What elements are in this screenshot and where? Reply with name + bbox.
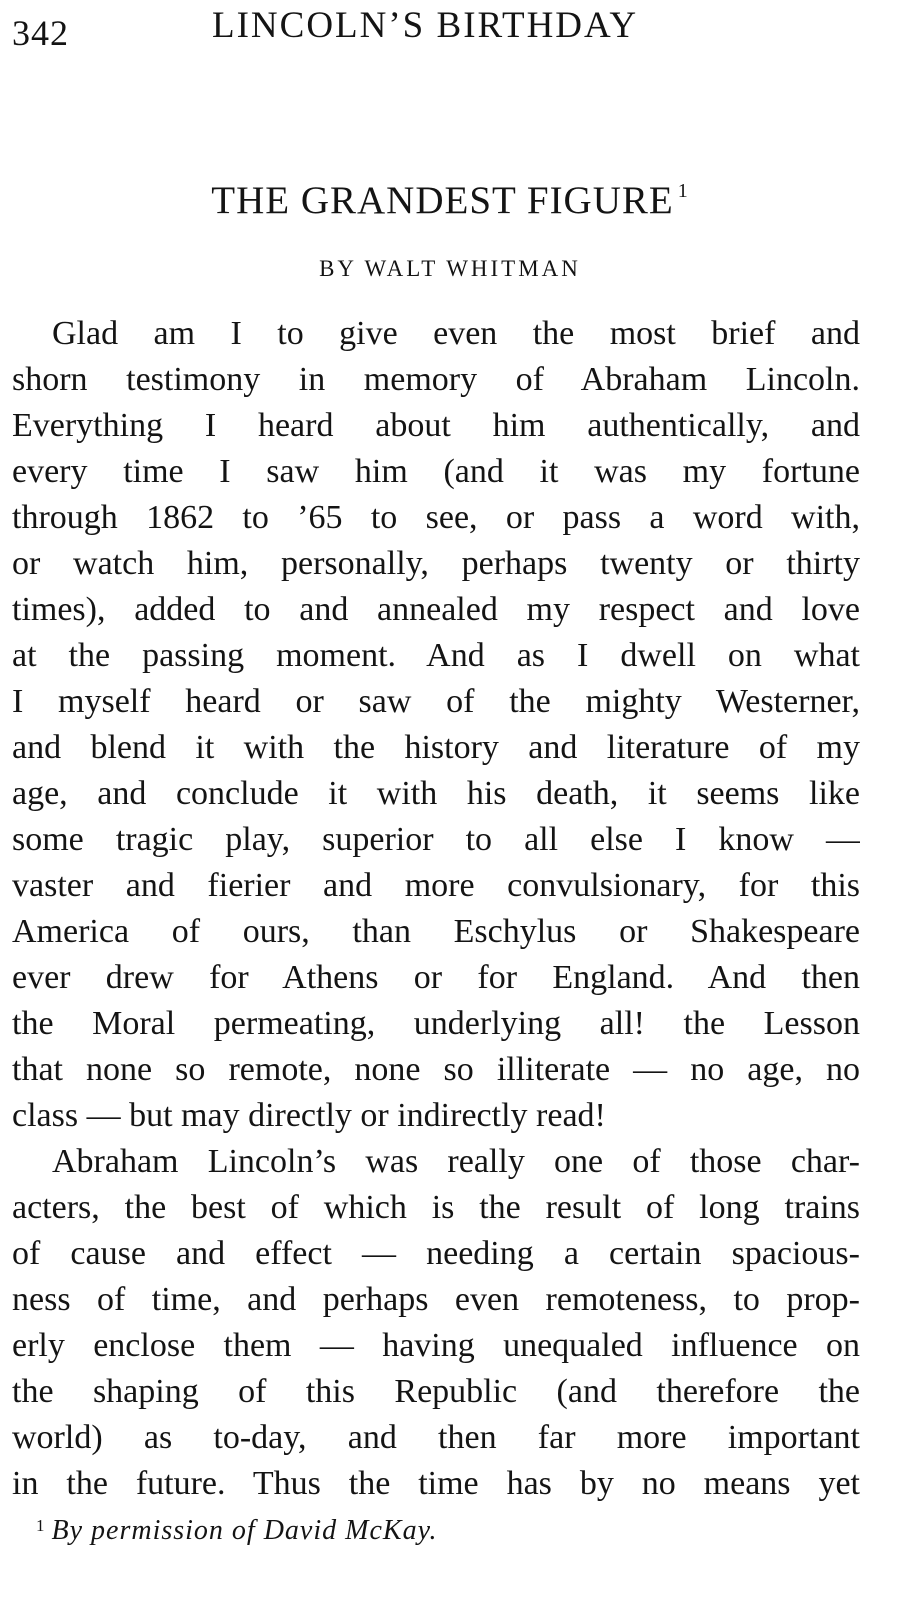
- body-text: [12, 311, 860, 1507]
- text-line: Everything I heard about him authentically, and: [12, 407, 860, 444]
- running-title: LINCOLN’S BIRTHDAY: [212, 5, 639, 46]
- text-line: that none so remote, none so illiterate — no age, no: [12, 1051, 860, 1088]
- chapter-title: [0, 178, 900, 223]
- text-line: shorn testimony in memory of Abraham Lincoln.: [12, 361, 860, 398]
- text-line: or watch him, personally, perhaps twenty or thirty: [12, 545, 860, 582]
- text-line: Abraham Lincoln’s was really one of those char-: [52, 1143, 860, 1180]
- text-line: erly enclose them — having unequaled influence on: [12, 1327, 860, 1364]
- text-line: every time I saw him (and it was my fortune: [12, 453, 860, 490]
- footnote-marker: 1: [36, 1516, 46, 1535]
- text-line: the Moral permeating, underlying all! the Lesson: [12, 1005, 860, 1042]
- text-line: Glad am I to give even the most brief and: [52, 315, 860, 352]
- paragraph: [12, 1139, 860, 1507]
- paragraph: [12, 311, 860, 1139]
- text-line: world) as to-day, and then far more important: [12, 1419, 860, 1456]
- text-line: age, and conclude it with his death, it seems like: [12, 775, 860, 812]
- text-line: and blend it with the history and literature of my: [12, 729, 860, 766]
- text-line: vaster and fierier and more convulsionary, for this: [12, 867, 860, 904]
- footnote-reference: 1: [677, 180, 689, 202]
- text-line: through 1862 to ’65 to see, or pass a word with,: [12, 499, 860, 536]
- text-line: times), added to and annealed my respect and love: [12, 591, 860, 628]
- text-line: the shaping of this Republic (and therefore the: [12, 1373, 860, 1410]
- text-line: at the passing moment. And as I dwell on what: [12, 637, 860, 674]
- text-line: ness of time, and perhaps even remoteness, to prop-: [12, 1281, 860, 1318]
- text-line: class — but may directly or indirectly read!: [12, 1097, 606, 1134]
- text-line: in the future. Thus the time has by no means yet: [12, 1465, 860, 1502]
- chapter-title-text: THE GRANDEST FIGURE: [211, 179, 674, 222]
- text-line: ever drew for Athens or for England. And then: [12, 959, 860, 996]
- page-number: 342: [12, 13, 69, 53]
- footnote: [36, 1515, 437, 1547]
- text-line: I myself heard or saw of the mighty Westerner,: [12, 683, 860, 720]
- text-line: of cause and effect — needing a certain spacious-: [12, 1235, 860, 1272]
- text-line: America of ours, than Eschylus or Shakespeare: [12, 913, 860, 950]
- footnote-text: By permission of David McKay.: [51, 1515, 438, 1546]
- running-head: [12, 2, 872, 52]
- text-line: acters, the best of which is the result of long trains: [12, 1189, 860, 1226]
- text-line: some tragic play, superior to all else I know —: [12, 821, 860, 858]
- byline: BY WALT WHITMAN: [319, 256, 581, 281]
